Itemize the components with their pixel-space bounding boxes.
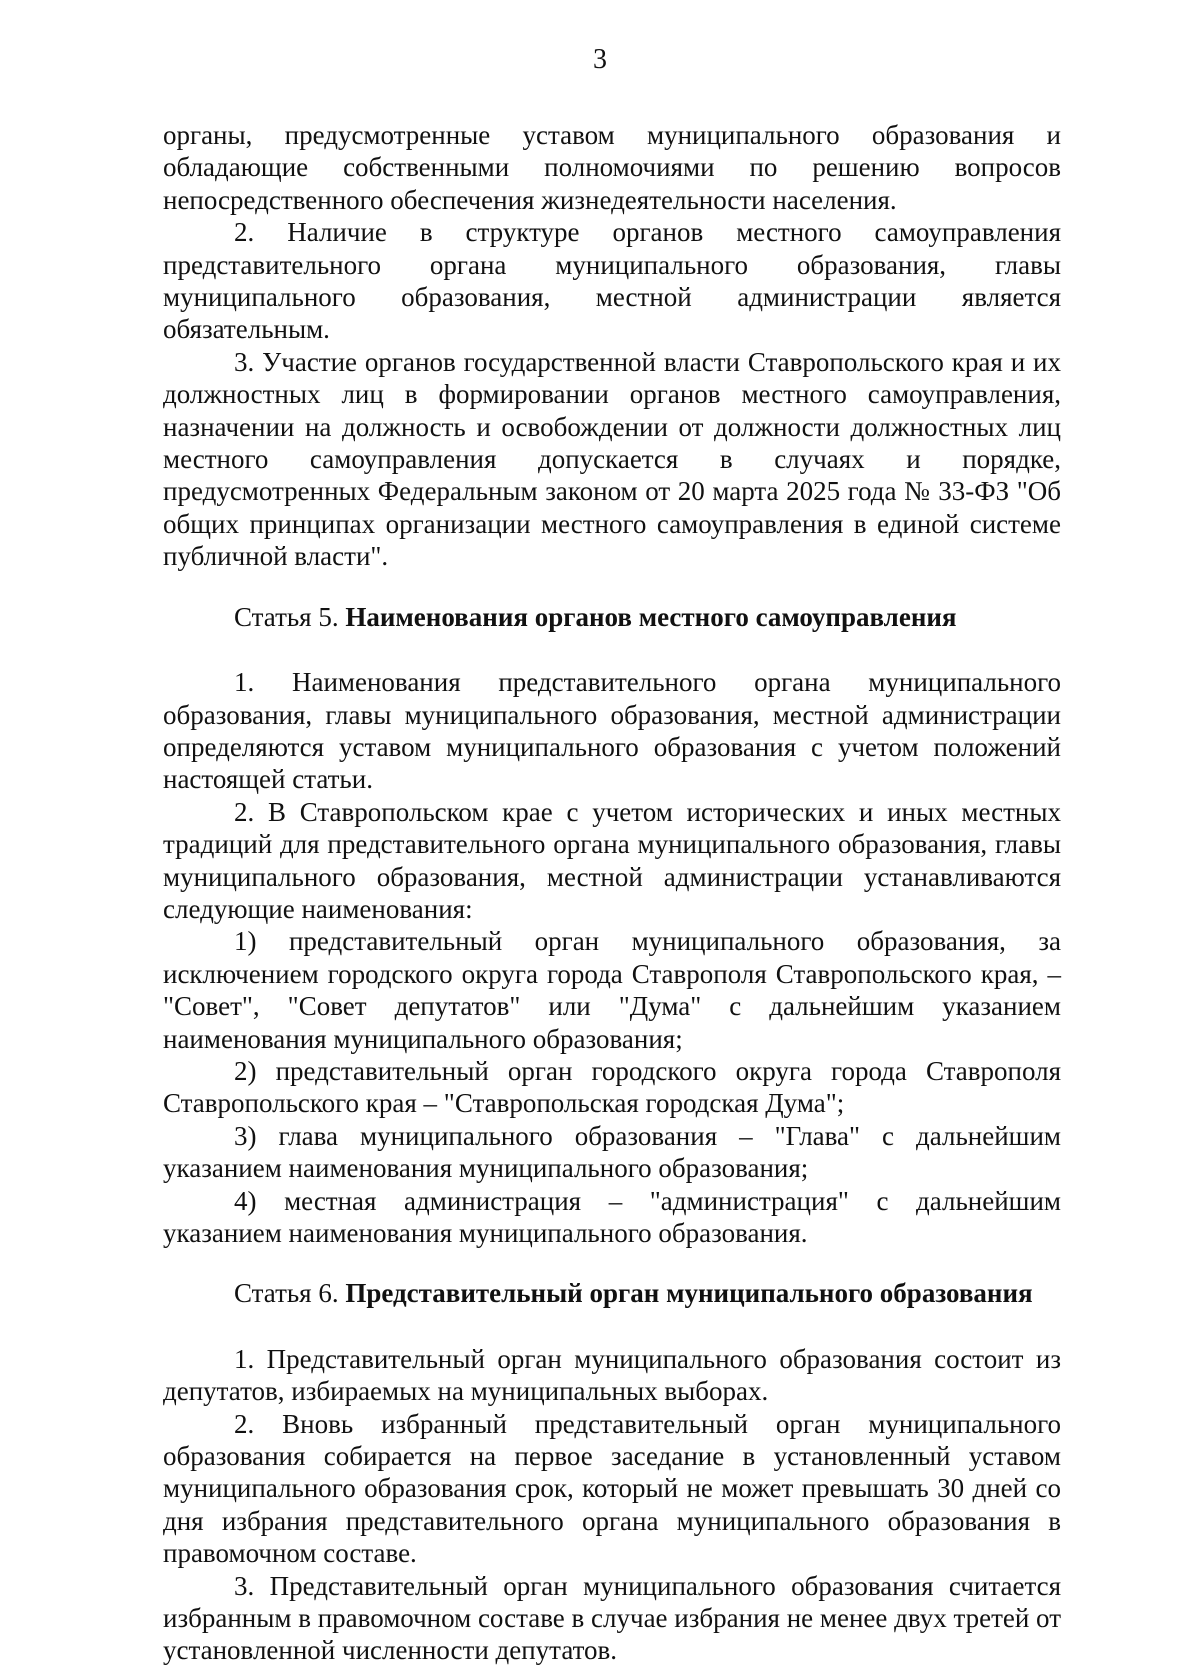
article6-paragraph-3: 3. Представительный орган муниципального образования считается избранным в правомочном составе в случае избрания не менее двух третей от установленной численности депутатов. xyxy=(163,1570,1061,1666)
paragraph-continuation: органы, предусмотренные уставом муниципального образования и обладающие собственными полномочиями по решению вопросов непосредственного обеспечения жизнедеятельности населения. xyxy=(163,120,1061,215)
article5-item-1: 1) представительный орган муниципального образования, за исключением городского округа города Ставрополя Ставропольского края, – "Совет", "Совет депутатов" или "Дума" с дальнейшим указанием наименования муниципального образования; xyxy=(163,926,1061,1054)
article4-paragraph-3: 3. Участие органов государственной власти Ставропольского края и их должностных лиц в формировании органов местного самоуправления, назначении на должность и освобождении от должности должностных лиц местного самоуправления допускается в случаях и порядке, предусмотренных Федеральным законом от 20 марта 2025 года № 33-ФЗ "Об общих принципах организации местного самоуправления в единой системе публичной власти". xyxy=(163,346,1061,572)
article6-heading-title: Представительный орган муниципального образования xyxy=(345,1278,1033,1309)
article5-heading xyxy=(163,601,1061,633)
article5-paragraph-1: 1. Наименования представительного органа муниципального образования, главы муниципального образования, местной администрации определяются уставом муниципального образования с учетом положений настоящей статьи. xyxy=(163,667,1061,795)
article6-paragraph-1: 1. Представительный орган муниципального образования состоит из депутатов, избираемых на муниципальных выборах. xyxy=(163,1343,1061,1407)
document-body xyxy=(163,119,1061,1667)
article5-item-3: 3) глава муниципального образования – "Глава" с дальнейшим указанием наименования муниципального образования; xyxy=(163,1120,1061,1184)
article6-paragraph-2: 2. Вновь избранный представительный орган муниципального образования собирается на первое заседание в установленный уставом муниципального образования срок, который не может превышать 30 дней со дня избрания представительного органа муниципального образования в правомочном составе. xyxy=(163,1408,1061,1569)
article5-heading-title: Наименования органов местного самоуправления xyxy=(345,601,957,632)
article6-heading-prefix: Статья 6. xyxy=(234,1278,346,1309)
article6-heading xyxy=(163,1277,1061,1309)
article5-item-4: 4) местная администрация – "администрация" с дальнейшим указанием наименования муниципального образования. xyxy=(163,1185,1061,1248)
article5-heading-prefix: Статья 5. xyxy=(234,601,346,632)
article4-paragraph-2: 2. Наличие в структуре органов местного самоуправления представительного органа муниципального образования, главы муниципального образования, местной администрации является обязательным. xyxy=(163,217,1061,345)
page-number: 3 xyxy=(593,44,607,75)
article5-item-2: 2) представительный орган городского округа города Ставрополя Ставропольского края – "Ставропольская городская Дума"; xyxy=(163,1055,1061,1119)
article5-paragraph-2: 2. В Ставропольском крае с учетом исторических и иных местных традиций для представительного органа муниципального образования, главы муниципального образования, местной администрации устанавливаются следующие наименования: xyxy=(163,796,1061,924)
